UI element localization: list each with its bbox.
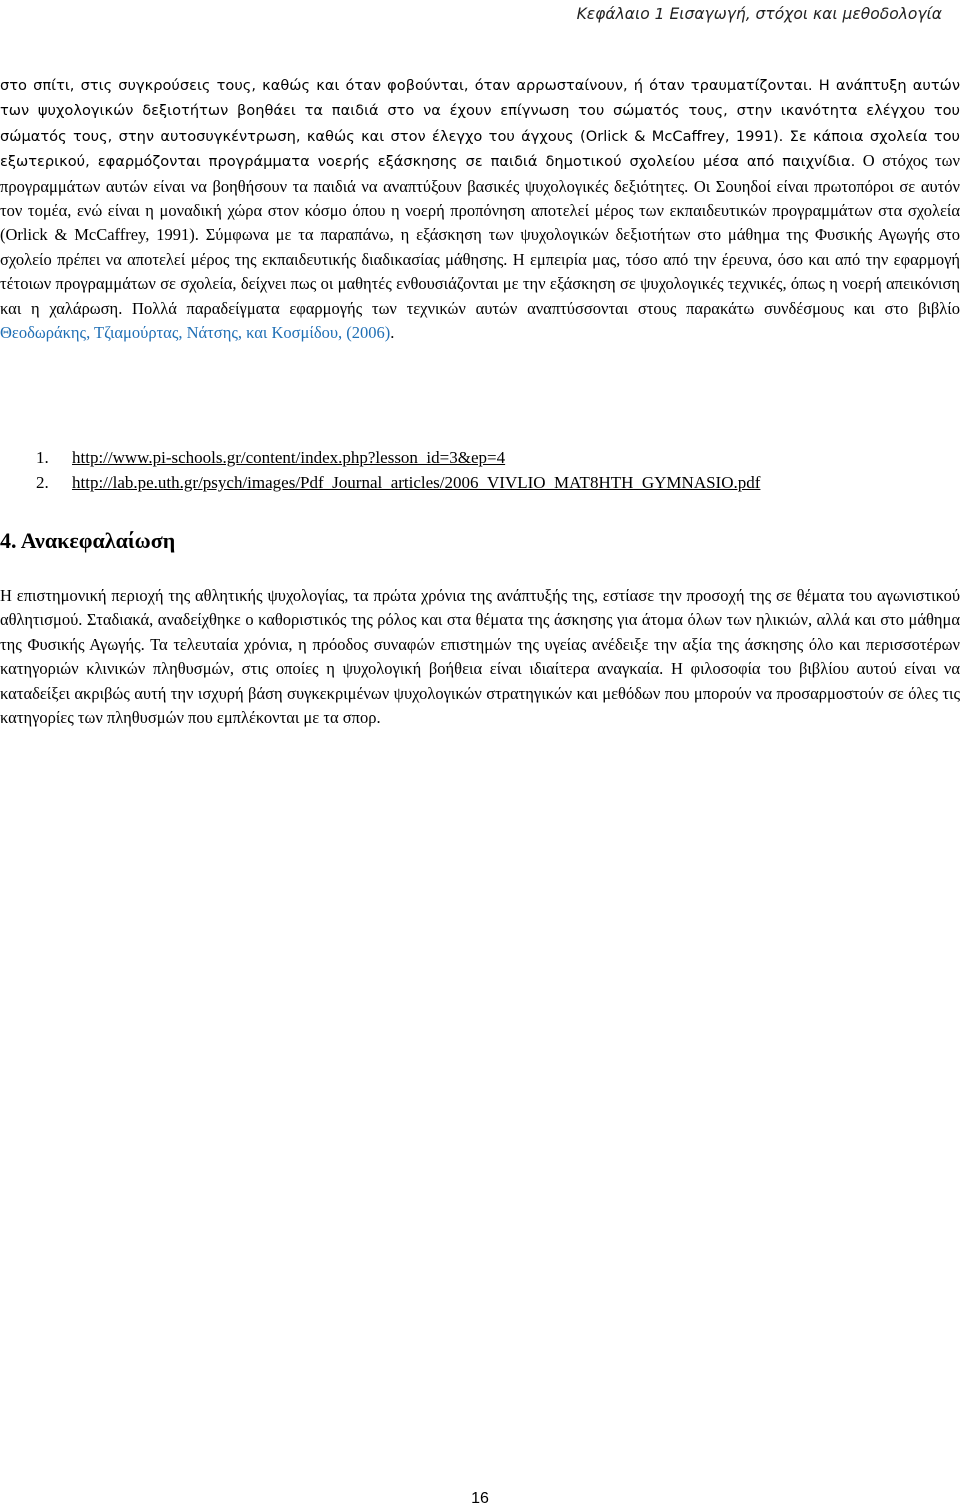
running-header: Κεφάλαιο 1 Εισαγωγή, στόχοι και μεθοδολογία: [576, 5, 942, 23]
citation-link[interactable]: Θεοδωράκης, Τζιαμούρτας, Νάτσης, και Κοσμίδου, (2006): [0, 323, 391, 343]
paragraph-end: .: [390, 323, 395, 343]
paragraph-serif-part: Ο στόχος των προγραμμάτων αυτών είναι να βοηθήσουν τα παιδιά να αναπτύξουν βασικές ψυχολογικές δεξιότητες. Οι Σουηδοί είναι πρωτοπόροι σε αυτόν τον τομέα, ενώ είναι η μοναδική χώρα στον κόσμο όπου η νοερή προπόνηση αποτελεί μέρος των εκπαιδευτικών προγραμμάτων στα σχολεία (Orlick & McCaffrey, 1991). Σύμφωνα με τα παραπάνω, η εξάσκηση των ψυχολογικών δεξιοτήτων στο μάθημα της Φυσικής Αγωγής στο σχολείο πρέπει να αποτελεί μέρος της εκπαιδευτικής διαδικασίας μάθησης. Η εμπειρία μας, τόσο από την έρευνα, όσο και από την εφαρμογή τέτοιων προγραμμάτων σε σχολεία, δείχνει πως οι μαθητές ενθουσιάζονται με την εξάσκηση σε ψυχολογικές τεχνικές, όπως η νοερή απεικόνιση και η χαλάρωση. Πολλά παραδείγματα εφαρμογής των τεχνικών αυτών αναπτύσσονται στους παρακάτω συνδέσμους και στο βιβλίο: [0, 151, 960, 318]
reference-link-1[interactable]: http://www.pi-schools.gr/content/index.php?lesson_id=3&ep=4: [72, 448, 506, 467]
section-heading: 4. Ανακεφαλαίωση: [0, 528, 176, 553]
body-paragraph-2: Η επιστημονική περιοχή της αθλητικής ψυχολογίας, τα πρώτα χρόνια της ανάπτυξής της, εστίασε την προσοχή της σε θέματα του αγωνιστικού αθλητισμού. Σταδιακά, αναδείχθηκε ο καθοριστικός της ρόλος και στα θέματα της άσκησης για άτομα όλων των ηλικιών, αλλά και στο μάθημα της Φυσικής Αγωγής. Τα τελευταία χρόνια, η πρόοδος συναφών επιστημών της υγείας ανέδειξε την αξία της άσκησης όλο και περισσοτέρων κατηγοριών κλινικών πληθυσμών, στις οποίες η ψυχολογική βοήθεια είναι ιδιαίτερα αναγκαία. Η φιλοσοφία του βιβλίου αυτού είναι να καταδείξει ακριβώς αυτή την ισχυρή βάση συγκεκριμένων ψυχολογικών στρατηγικών και μεθόδων που μπορούν να προσαρμοστούν σε όλες τις κατηγορίες των πληθυσμών που εμπλέκονται με τα σπορ.: [0, 586, 960, 728]
body-paragraph-1: [0, 73, 960, 345]
list-item: [36, 470, 760, 495]
list-item: [36, 445, 760, 470]
list-item-number: 2.: [36, 473, 49, 492]
reference-link-2[interactable]: http://lab.pe.uth.gr/psych/images/Pdf_Journal_articles/2006_VIVLIO_MAT8HTH_GYMNASIO.pdf: [72, 473, 761, 492]
reference-list: [36, 445, 760, 495]
list-item-number: 1.: [36, 448, 49, 467]
page-number: 16: [471, 1490, 489, 1507]
paragraph-sans-part-2: Σε κάποια σχολεία του εξωτερικού, εφαρμόζονται προγράμματα νοερής εξάσκησης σε παιδιά δημοτικού σχολείου μέσα από παιχνίδια.: [0, 127, 960, 171]
paragraph-sans-part: στο σπίτι, στις συγκρούσεις τους, καθώς και όταν φοβούνται, όταν αρρωσταίνουν, ή όταν τραυματίζονται. Η ανάπτυξη αυτών των ψυχολογικών δεξιοτήτων βοηθάει τα παιδιά στο να έχουν επίγνωση του σώματός τους, στην ικανότητα ελέγχου του σώματός τους, στην αυτοσυγκέντρωση, καθώς και στον έλεγχο του άγχους (Orlick & McCaffrey, 1991).: [0, 77, 960, 145]
